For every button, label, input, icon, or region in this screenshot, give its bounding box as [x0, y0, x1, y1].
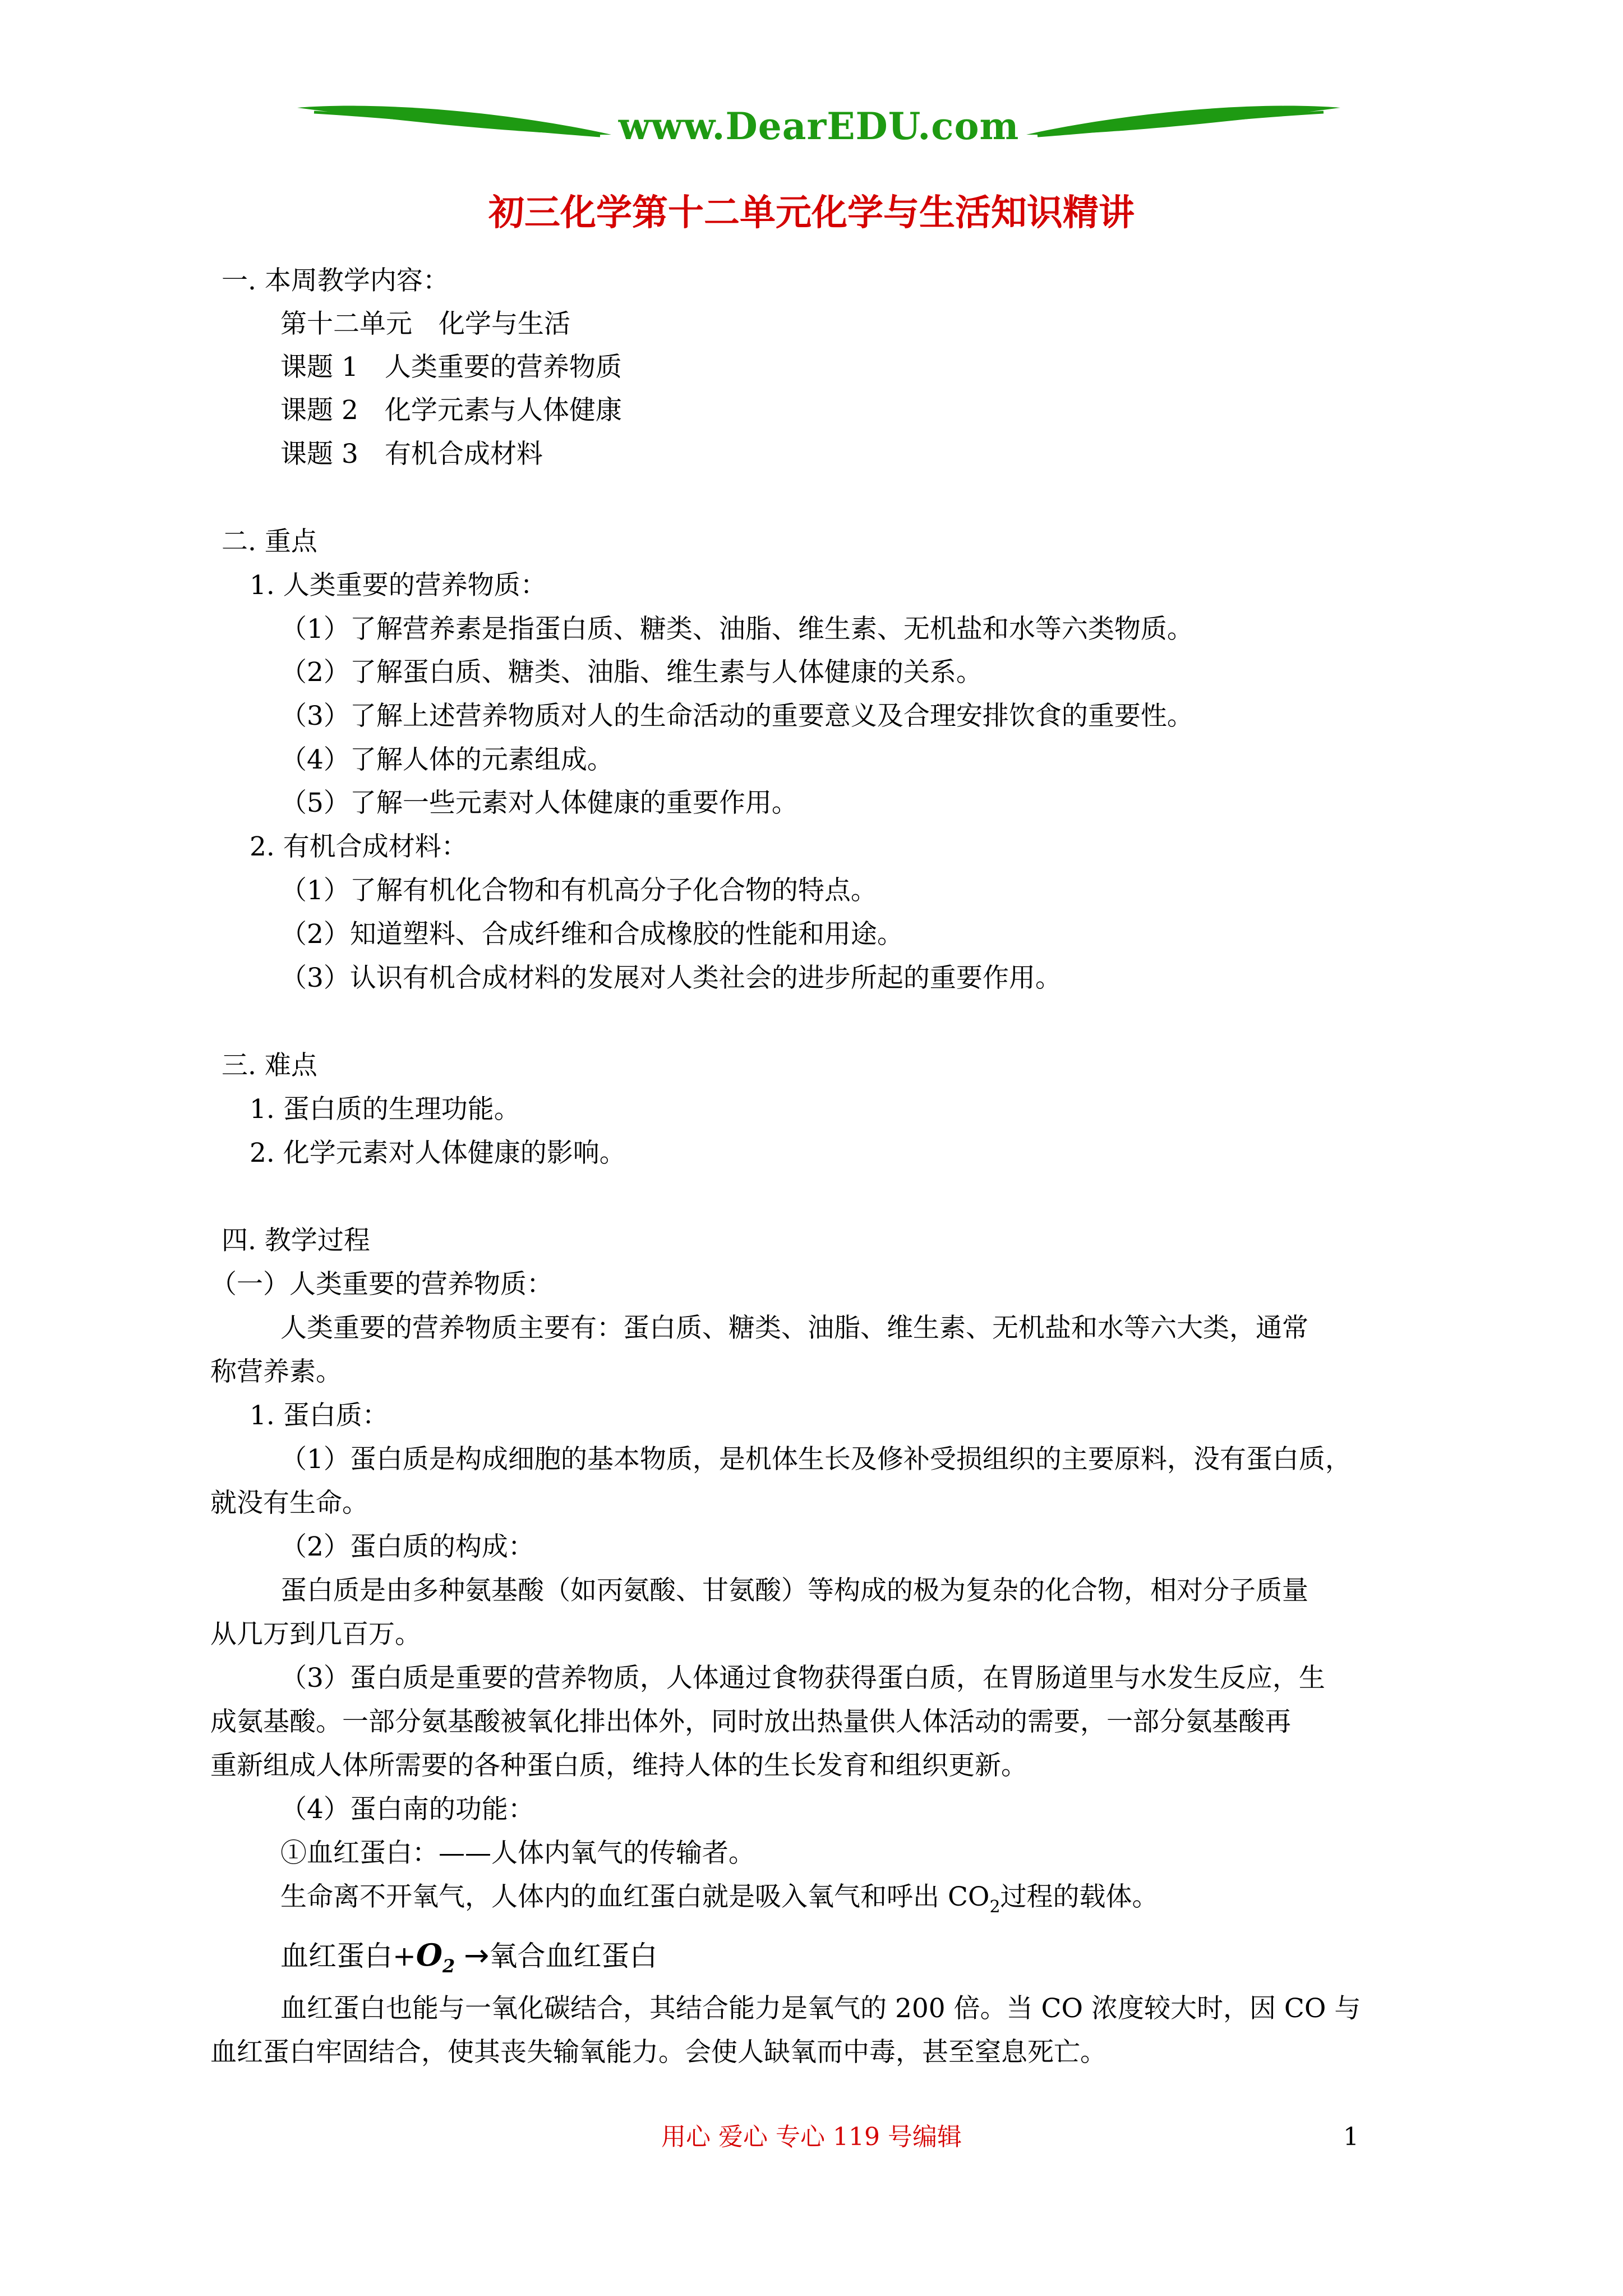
paragraph-line: 就没有生命。: [210, 1488, 368, 1519]
topic-line: 课题 2 化学元素与人体健康: [280, 395, 622, 426]
paragraph-text: 生命离不开氧气，人体内的血红蛋白就是吸入氧气和呼出 CO: [280, 1881, 990, 1912]
page-number: 1: [1343, 2123, 1359, 2151]
list-item: （4）蛋白南的功能：: [280, 1794, 534, 1825]
paragraph-line: 成氨基酸。一部分氨基酸被氧化排出体外，同时放出热量供人体活动的需要，一部分氨基酸再: [210, 1706, 1291, 1737]
list-item: （2）知道塑料、合成纤维和合成橡胶的性能和用途。: [280, 919, 903, 950]
list-item: （2）蛋白质的构成：: [280, 1531, 534, 1562]
subscript: 2: [989, 1897, 1000, 1917]
section-heading: 三. 难点: [222, 1050, 317, 1081]
list-item: 1. 蛋白质：: [250, 1400, 389, 1431]
list-item: （4）了解人体的元素组成。: [280, 744, 614, 775]
subsection-heading: （一）人类重要的营养物质：: [210, 1269, 553, 1300]
product: 氧合血红蛋白: [489, 1940, 658, 1972]
paragraph-line: 血红蛋白也能与一氧化碳结合，其结合能力是氧气的 200 倍。当 CO 浓度较大时，因 CO 与: [280, 1993, 1361, 2024]
section-heading: 一. 本周教学内容：: [222, 265, 449, 296]
list-item: （5）了解一些元素对人体健康的重要作用。: [280, 788, 798, 818]
list-item: 1. 人类重要的营养物质：: [250, 570, 547, 601]
list-item: 2. 有机合成材料：: [250, 831, 468, 862]
list-item: （1）了解营养素是指蛋白质、糖类、油脂、维生素、无机盐和水等六类物质。: [280, 614, 1193, 645]
reactant: 血红蛋白+: [280, 1940, 416, 1972]
site-logo[interactable]: [297, 95, 1340, 157]
paragraph-line: （1）蛋白质是构成细胞的基本物质，是机体生长及修补受损组织的主要原料，没有蛋白质，: [280, 1444, 1352, 1475]
arrow-right-icon: →: [464, 1938, 490, 1973]
topic-line: 课题 1 人类重要的营养物质: [280, 352, 622, 383]
list-item: （3）认识有机合成材料的发展对人类社会的进步所起的重要作用。: [280, 963, 1062, 993]
section-heading: 四. 教学过程: [222, 1225, 370, 1256]
unit-line: 第十二单元 化学与生活: [280, 309, 570, 339]
paragraph-line: 重新组成人体所需要的各种蛋白质，维持人体的生长发育和组织更新。: [210, 1750, 1027, 1781]
paragraph-line: 称营养素。: [210, 1356, 342, 1387]
list-item: （2）了解蛋白质、糖类、油脂、维生素与人体健康的关系。: [280, 657, 983, 688]
paragraph-line: 从几万到几百万。: [210, 1619, 421, 1650]
paragraph-text: 过程的载体。: [1000, 1881, 1159, 1912]
list-item: 1. 蛋白质的生理功能。: [250, 1094, 520, 1125]
paragraph-line: （3）蛋白质是重要的营养物质，人体通过食物获得蛋白质，在胃肠道里与水发生反应，生: [280, 1663, 1325, 1694]
paragraph-line: 血红蛋白牢固结合，使其丧失输氧能力。会使人缺氧而中毒，甚至窒息死亡。: [210, 2037, 1106, 2068]
chemical-equation: [280, 1935, 657, 1986]
list-item: （1）了解有机化合物和有机高分子化合物的特点。: [280, 875, 877, 906]
page-title: 初三化学第十二单元化学与生活知识精讲: [488, 192, 1135, 234]
logo-text: www.DearEDU.com: [618, 104, 1020, 148]
section-heading: 二. 重点: [222, 526, 317, 557]
list-item: 2. 化学元素对人体健康的影响。: [250, 1138, 626, 1168]
oxygen-formula: [416, 1937, 455, 1977]
list-item: （3）了解上述营养物质对人的生命活动的重要意义及合理安排饮食的重要性。: [280, 701, 1193, 731]
list-item: ①血红蛋白：——人体内氧气的传输者。: [280, 1838, 755, 1869]
paragraph-line: 人类重要的营养物质主要有：蛋白质、糖类、油脂、维生素、无机盐和水等六大类，通常: [280, 1313, 1308, 1343]
paragraph-line: 蛋白质是由多种氨基酸（如丙氨酸、甘氨酸）等构成的极为复杂的化合物，相对分子质量: [280, 1575, 1308, 1606]
footer-text: 用心 爱心 专心 119 号编辑: [661, 2123, 962, 2151]
topic-line: 课题 3 有机合成材料: [280, 439, 543, 470]
paragraph-line: [280, 1880, 1159, 1918]
subscript: 2: [442, 1955, 455, 1977]
oxygen-symbol: O: [416, 1937, 442, 1973]
